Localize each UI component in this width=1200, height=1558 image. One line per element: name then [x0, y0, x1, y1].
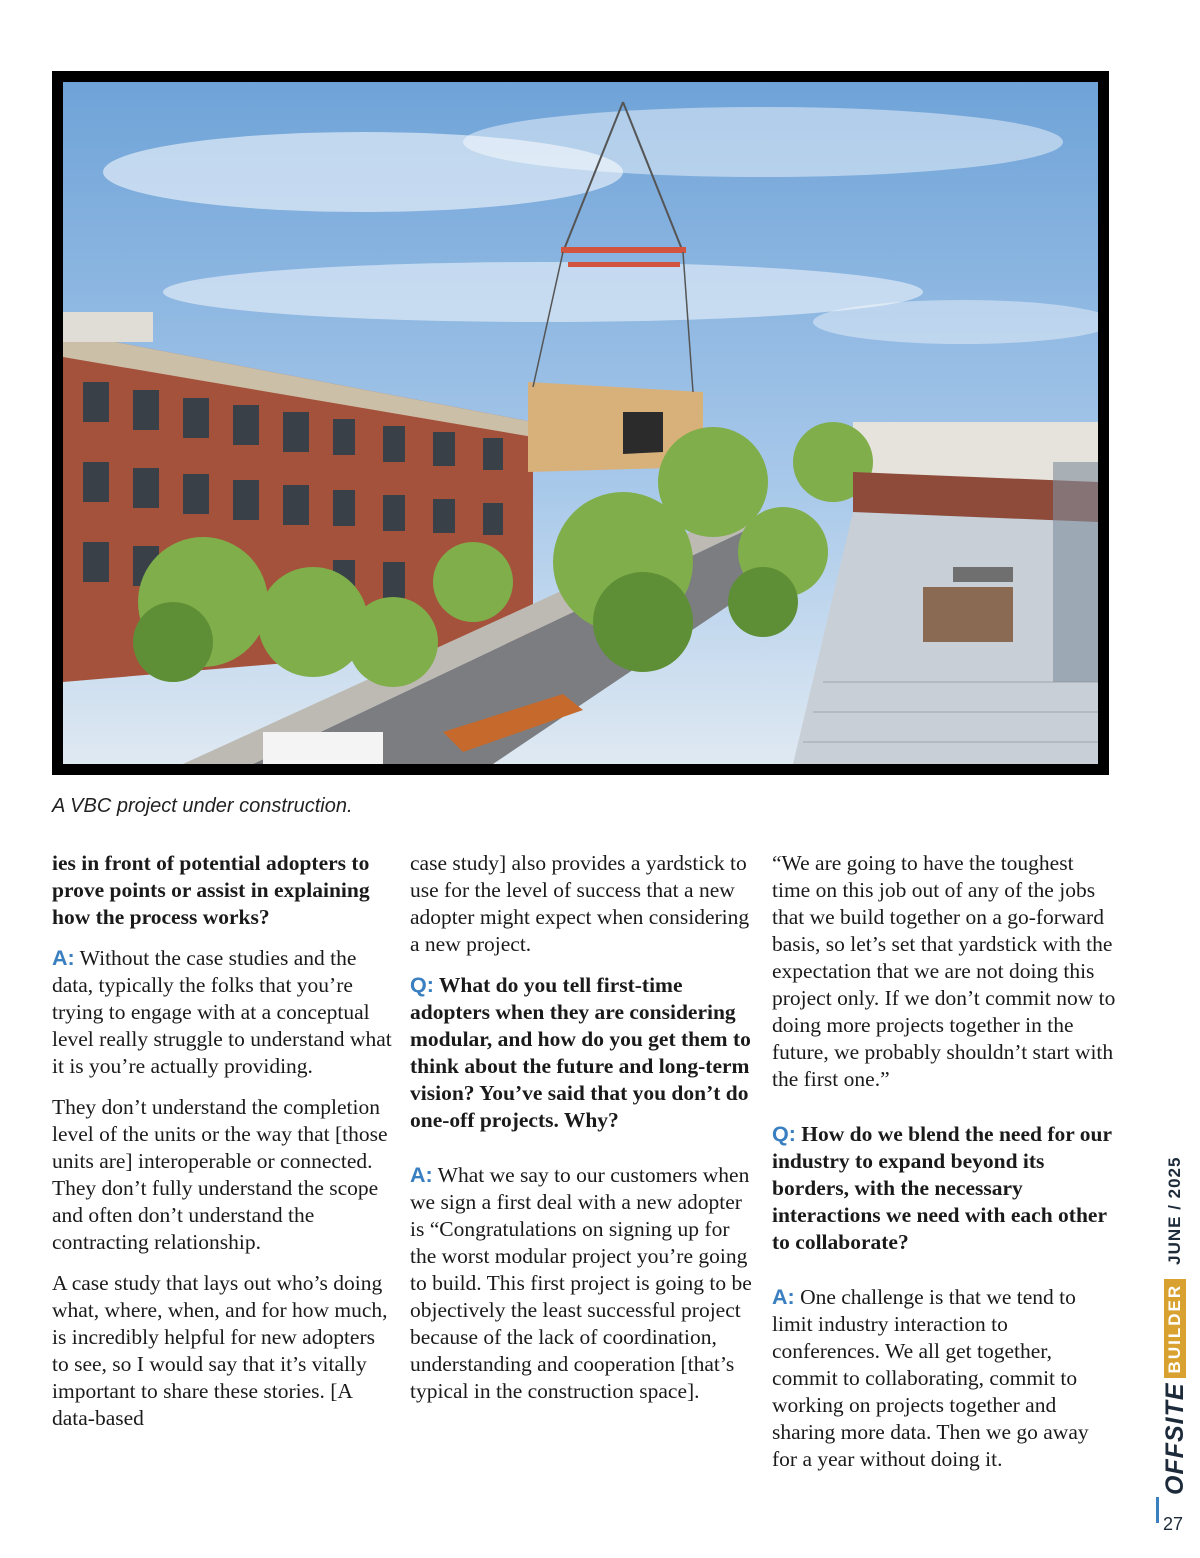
page-rule: [1156, 1497, 1159, 1523]
column-2: [410, 850, 755, 1419]
answer-paragraph: [52, 945, 392, 1080]
brand-builder: BUILDER: [1164, 1279, 1186, 1379]
question-continued: ies in front of potential adopters to prove points or assist in explaining how the process works?: [52, 851, 370, 929]
quote-paragraph: “We are going to have the toughest time on this job out of any of the jobs that we build together on a go-forward basis, so let’s set that yardstick with the expectation that we are not doing this project only. If we don’t commit now to doing more projects together in the future, we probably shouldn’t start with the first one.”: [772, 851, 1116, 1091]
issue-date: JUNE / 2025: [1165, 1156, 1184, 1265]
answer-marker: A:: [410, 1163, 433, 1187]
page-number: 27: [1163, 1514, 1184, 1534]
photo-frame: [52, 71, 1109, 775]
construction-photo: [63, 82, 1098, 764]
magazine-sidebar: [1160, 1156, 1190, 1495]
question-text: What do you tell first-time adopters when they are considering modular, and how do you get them to think about the future and long-term vision? You’ve said that you don’t do one-off projects. Why?: [410, 973, 751, 1132]
body-paragraph: They don’t understand the completion level of the units or the way that [those units are] interoperable or connected. They don’t fully understand the scope and often don’t understand the contracting relationship.: [52, 1095, 388, 1254]
column-3: [772, 850, 1117, 1487]
answer-marker: A:: [772, 1285, 795, 1309]
question-marker: Q:: [410, 973, 434, 997]
body-paragraph: A case study that lays out who’s doing what, where, when, and for how much, is incredibly helpful for new adopters to see, so I would say that it’s vitally important to share these stories. [A data-based: [52, 1271, 388, 1430]
column-1: [52, 850, 392, 1446]
answer-paragraph: [410, 1162, 755, 1405]
question-paragraph: [410, 972, 755, 1134]
answer-text: One challenge is that we tend to limit industry interaction to conferences. We all get together, commit to collaborating, commit to working on projects together and sharing more data. Then we go away for a year without doing it.: [772, 1285, 1089, 1471]
answer-paragraph: [772, 1284, 1117, 1473]
body-paragraph: case study] also provides a yardstick to use for the level of success that a new adopter might expect when considering a new project.: [410, 851, 750, 956]
photo-caption: A VBC project under construction.: [52, 795, 353, 817]
answer-text: What we say to our customers when we sign a first deal with a new adopter is “Congratulations on signing up for the worst modular project you’re going to build. This first project is going to be objectively the least successful project because of the lack of coordination, understanding and cooperation [that’s typical in the construction space].: [410, 1163, 752, 1403]
question-text: How do we blend the need for our industry to expand beyond its borders, with the necessary interactions we need with each other to collaborate?: [772, 1122, 1112, 1254]
brand-offsite: OFFSITE: [1160, 1382, 1189, 1495]
question-paragraph: [772, 1121, 1117, 1256]
answer-text: Without the case studies and the data, typically the folks that you’re trying to engage with at a conceptual level really struggle to understand what it is you’re actually providing.: [52, 946, 392, 1078]
answer-marker: A:: [52, 946, 75, 970]
question-marker: Q:: [772, 1122, 796, 1146]
